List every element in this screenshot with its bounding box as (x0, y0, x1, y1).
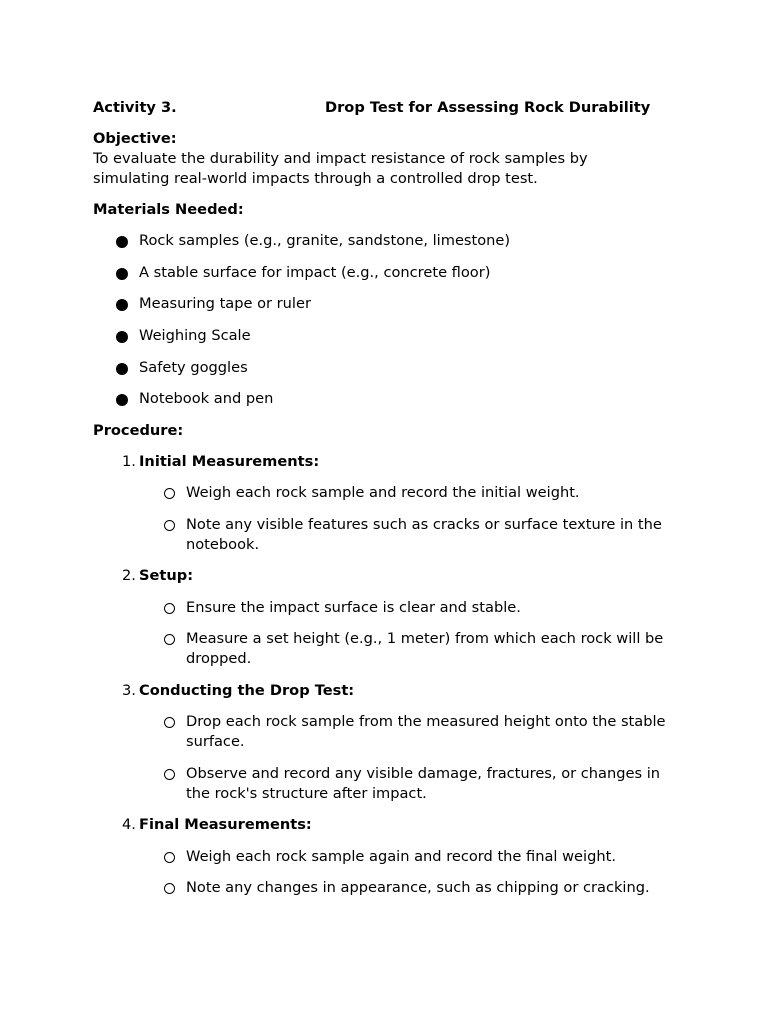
substep-text: Weigh each rock sample and record the initial weight. (186, 484, 580, 502)
step-heading (93, 815, 683, 835)
substep-text: Ensure the impact surface is clear and stable. (186, 598, 521, 616)
substep-text: Observe and record any visible damage, fractures, or changes in the rock's structure after impact. (186, 764, 661, 802)
list-item (93, 389, 683, 409)
step-heading (93, 452, 683, 472)
procedure-step-1 (93, 452, 683, 555)
material-item: Measuring tape or ruler (139, 295, 311, 313)
procedure-step-3 (93, 681, 683, 804)
objective-line-2: simulating real-world impacts through a controlled drop test. (93, 170, 538, 187)
substep-text: Note any changes in appearance, such as chipping or cracking. (186, 879, 650, 897)
hollow-bullet-icon (164, 603, 175, 614)
procedure-heading: Procedure: (93, 421, 184, 439)
material-item: Weighing Scale (139, 327, 251, 345)
title-row (93, 98, 683, 118)
hollow-bullet-icon (164, 852, 175, 863)
bullet-icon (116, 331, 128, 343)
hollow-bullet-icon (164, 634, 175, 645)
hollow-bullet-icon (164, 883, 175, 894)
list-item (93, 231, 683, 251)
list-item (93, 598, 683, 618)
list-item (93, 358, 683, 378)
step-number: 4. (122, 816, 136, 834)
step-substeps (93, 847, 683, 899)
list-item (93, 294, 683, 314)
hollow-bullet-icon (164, 488, 175, 499)
substep-text: Measure a set height (e.g., 1 meter) from which each rock will be dropped. (186, 630, 664, 668)
list-item (93, 483, 683, 503)
bullet-icon (116, 299, 128, 311)
list-item (93, 326, 683, 346)
list-item (93, 629, 683, 669)
hollow-bullet-icon (164, 769, 175, 780)
hollow-bullet-icon (164, 520, 175, 531)
material-item: Rock samples (e.g., granite, sandstone, limestone) (139, 232, 511, 249)
substep-text: Note any visible features such as cracks or surface texture in the notebook. (186, 515, 662, 553)
step-substeps (93, 598, 683, 670)
step-title: Initial Measurements: (139, 452, 320, 470)
list-item (93, 878, 683, 898)
step-title: Final Measurements: (139, 816, 312, 834)
objective-text (93, 149, 683, 189)
procedure-steps (93, 452, 683, 899)
bullet-icon (116, 363, 128, 375)
step-substeps (93, 483, 683, 555)
step-substeps (93, 712, 683, 804)
list-item (93, 712, 683, 752)
objective-line-1: To evaluate the durability and impact resistance of rock samples by (93, 150, 588, 167)
activity-label: Activity 3. (93, 99, 177, 116)
step-number: 1. (122, 452, 136, 470)
bullet-icon (116, 268, 128, 280)
substep-text: Weigh each rock sample again and record the final weight. (186, 847, 616, 865)
procedure-step-2 (93, 566, 683, 669)
step-number: 3. (122, 681, 136, 699)
list-item (93, 263, 683, 283)
material-item: Safety goggles (139, 358, 248, 376)
bullet-icon (116, 236, 128, 248)
materials-heading: Materials Needed: (93, 201, 244, 218)
document-title: Drop Test for Assessing Rock Durability (325, 99, 651, 116)
bullet-icon (116, 394, 128, 406)
materials-list (93, 231, 683, 409)
document-page (93, 98, 683, 910)
material-item: A stable surface for impact (e.g., concrete floor) (139, 263, 491, 281)
substep-text: Drop each rock sample from the measured height onto the stable surface. (186, 713, 666, 751)
step-number: 2. (122, 567, 136, 585)
procedure-step-4 (93, 815, 683, 898)
list-item (93, 847, 683, 867)
material-item: Notebook and pen (139, 390, 274, 408)
step-heading (93, 566, 683, 586)
list-item (93, 515, 683, 555)
step-title: Conducting the Drop Test: (139, 681, 355, 699)
step-title: Setup: (139, 567, 194, 585)
objective-heading: Objective: (93, 130, 177, 147)
step-heading (93, 681, 683, 701)
hollow-bullet-icon (164, 717, 175, 728)
list-item (93, 764, 683, 804)
